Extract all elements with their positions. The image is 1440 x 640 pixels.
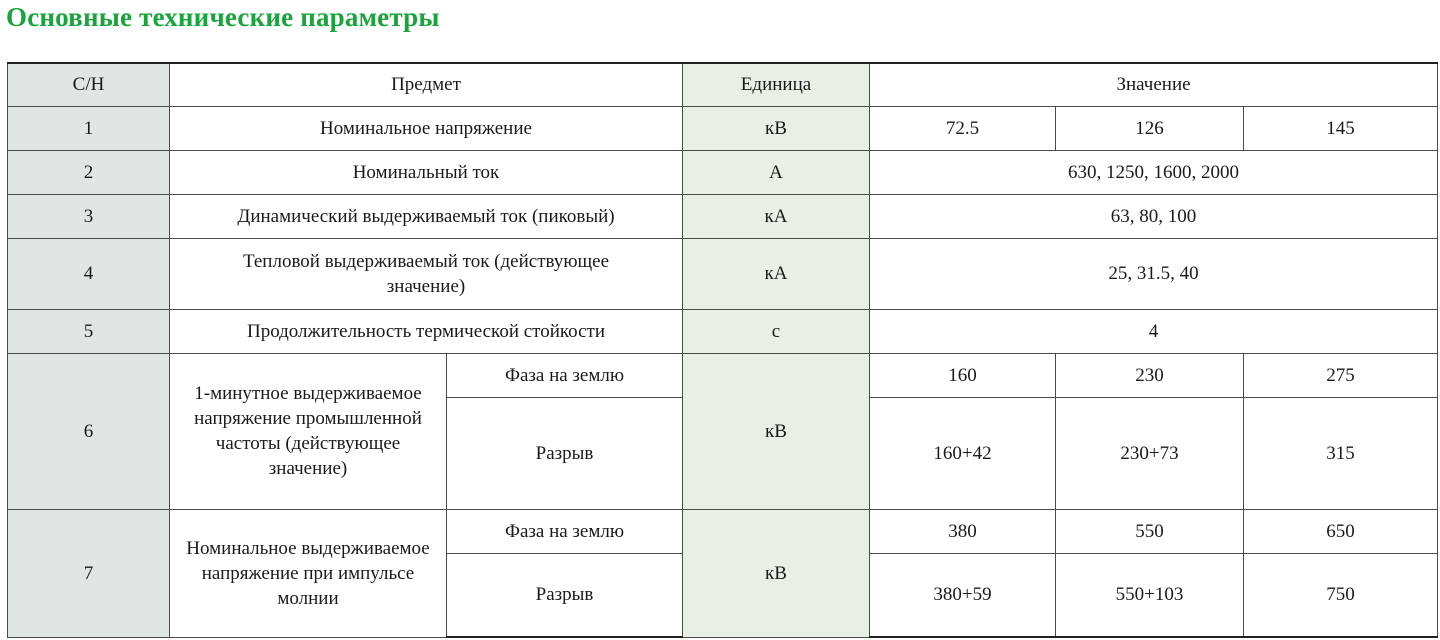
table-row: [8, 309, 1438, 353]
row-unit: кВ: [683, 509, 870, 637]
row-value: 275: [1244, 353, 1438, 397]
row-subitem: Фаза на землю: [447, 353, 683, 397]
row-sn: 2: [8, 150, 170, 194]
row-value: 380+59: [870, 553, 1056, 637]
row-value: 550+103: [1056, 553, 1244, 637]
table-row: [8, 150, 1438, 194]
table-row: [8, 106, 1438, 150]
row-unit: А: [683, 150, 870, 194]
row-sn: 7: [8, 509, 170, 637]
row-unit: кА: [683, 194, 870, 238]
row-value: 72.5: [870, 106, 1056, 150]
row-value: 650: [1244, 509, 1438, 553]
table-row: [8, 194, 1438, 238]
header-unit: Единица: [683, 63, 870, 106]
row-sn: 5: [8, 309, 170, 353]
table-header-row: [8, 63, 1438, 106]
row-item: Тепловой выдерживаемый ток (действующее значение): [170, 238, 683, 309]
row-value: 4: [870, 309, 1438, 353]
row-sn: 6: [8, 353, 170, 509]
table-row: [8, 509, 1438, 553]
row-unit: кВ: [683, 106, 870, 150]
row-sn: 3: [8, 194, 170, 238]
row-value: 145: [1244, 106, 1438, 150]
row-value: 230+73: [1056, 397, 1244, 509]
row-value: 160+42: [870, 397, 1056, 509]
row-value: 315: [1244, 397, 1438, 509]
row-unit: кВ: [683, 353, 870, 509]
row-subitem: Разрыв: [447, 553, 683, 637]
row-value: 550: [1056, 509, 1244, 553]
page-title: Основные технические параметры: [6, 2, 440, 32]
row-subitem: Разрыв: [447, 397, 683, 509]
row-item: Продолжительность термической стойкости: [170, 309, 683, 353]
table-row: [8, 353, 1438, 397]
header-item: Предмет: [170, 63, 683, 106]
row-value: 126: [1056, 106, 1244, 150]
row-item: 1-минутное выдерживаемое напряжение промышленной частоты (действующее значение): [170, 353, 447, 509]
row-value: 750: [1244, 553, 1438, 637]
row-value: 160: [870, 353, 1056, 397]
parameters-table: [7, 62, 1438, 638]
header-value: Значение: [870, 63, 1438, 106]
row-item: Номинальное напряжение: [170, 106, 683, 150]
row-unit: с: [683, 309, 870, 353]
row-value: 63, 80, 100: [870, 194, 1438, 238]
header-sn: С/Н: [8, 63, 170, 106]
row-value: 630, 1250, 1600, 2000: [870, 150, 1438, 194]
row-unit: кА: [683, 238, 870, 309]
row-subitem: Фаза на землю: [447, 509, 683, 553]
row-value: 380: [870, 509, 1056, 553]
row-value: 230: [1056, 353, 1244, 397]
table-row: [8, 238, 1438, 309]
row-item: Динамический выдерживаемый ток (пиковый): [170, 194, 683, 238]
row-item: Номинальное выдерживаемое напряжение при импульсе молнии: [170, 509, 447, 637]
row-sn: 1: [8, 106, 170, 150]
row-item: Номинальный ток: [170, 150, 683, 194]
row-sn: 4: [8, 238, 170, 309]
row-value: 25, 31.5, 40: [870, 238, 1438, 309]
